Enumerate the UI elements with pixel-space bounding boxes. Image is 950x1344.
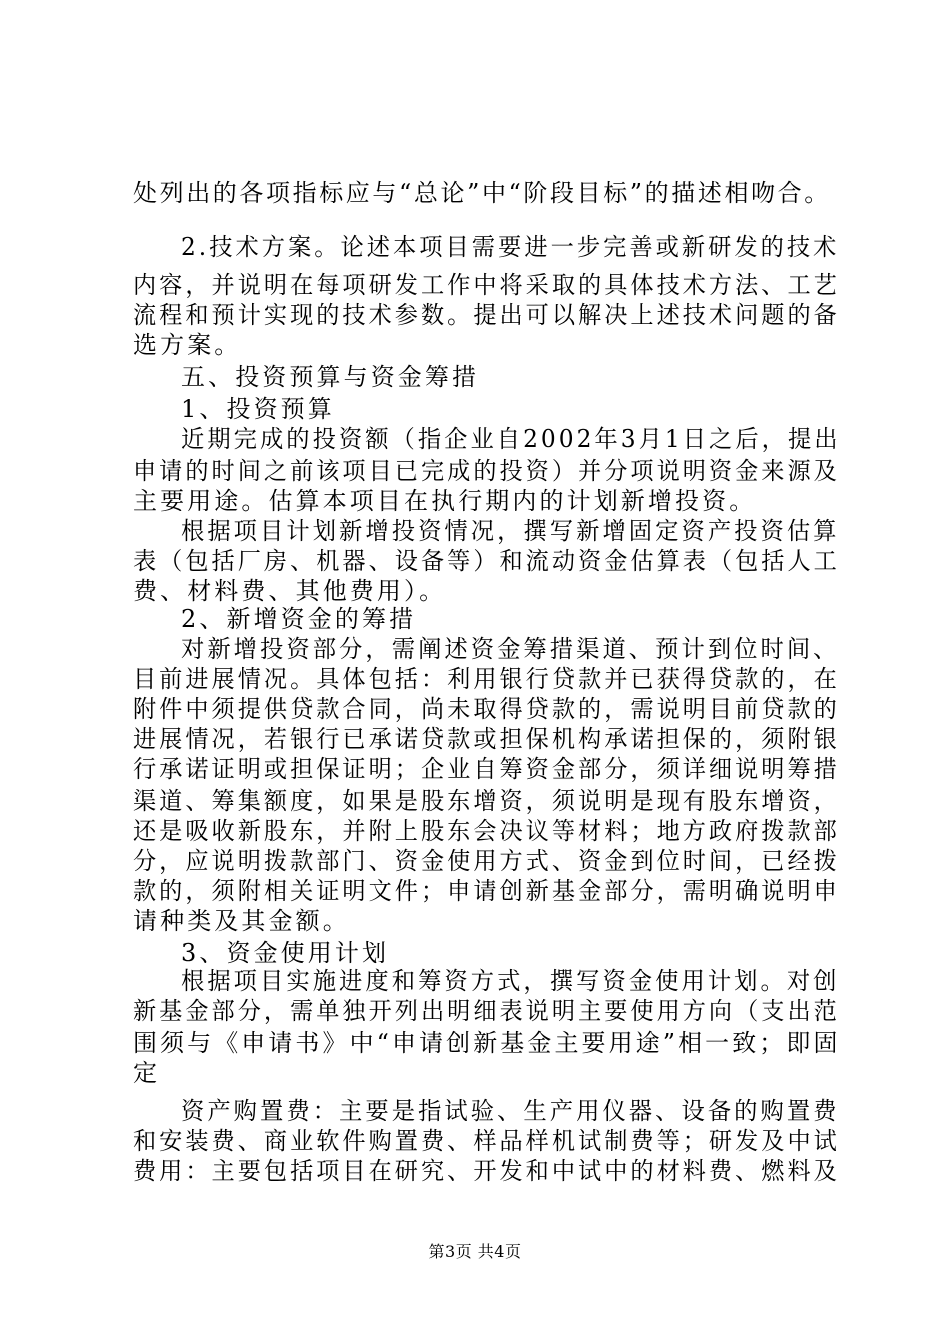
- subsection-heading: 1、投资预算: [181, 395, 335, 423]
- body-line: 附件中须提供贷款合同，尚未取得贷款的，需说明目前贷款的: [133, 695, 840, 723]
- subsection-heading: 3、资金使用计划: [181, 939, 390, 967]
- body-line: 进展情况，若银行已承诺贷款或担保机构承诺担保的，须附银: [133, 725, 840, 753]
- body-line: 目前进展情况。具体包括：利用银行贷款并已获得贷款的，在: [133, 665, 840, 693]
- body-line: 款的，须附相关证明文件；申请创新基金部分，需明确说明申: [133, 877, 840, 905]
- body-line: 行承诺证明或担保证明；企业自筹资金部分，须详细说明筹措: [133, 755, 840, 783]
- paragraph-line: 对新增投资部分，需阐述资金筹措渠道、预计到位时间、: [181, 635, 840, 663]
- body-line: 表（包括厂房、机器、设备等）和流动资金估算表（包括人工: [133, 547, 840, 575]
- body-line: 定: [133, 1059, 161, 1087]
- body-line: 流程和预计实现的技术参数。提出可以解决上述技术问题的备: [133, 301, 840, 329]
- body-line: 请种类及其金额。: [133, 907, 350, 935]
- body-line: 申请的时间之前该项目已完成的投资）并分项说明资金来源及: [133, 457, 840, 485]
- body-line: 分，应说明拨款部门、资金使用方式、资金到位时间，已经拨: [133, 847, 840, 875]
- body-line: 内容，并说明在每项研发工作中将采取的具体技术方法、工艺: [133, 271, 840, 299]
- body-line: 主要用途。估算本项目在执行期内的计划新增投资。: [133, 487, 757, 515]
- page-number-footer: 第3页 共4页: [428, 1242, 522, 1261]
- section-heading: 五、投资预算与资金筹措: [181, 363, 480, 391]
- body-line: 费用：主要包括项目在研究、开发和中试中的材料费、燃料及: [133, 1157, 840, 1185]
- paragraph-line: 根据项目实施进度和筹资方式，撰写资金使用计划。对创: [181, 967, 840, 995]
- body-line: 和安装费、商业软件购置费、样品样机试制费等；研发及中试: [133, 1127, 840, 1155]
- body-line: 处列出的各项指标应与“总论”中“阶段目标”的描述相吻合。: [133, 179, 831, 207]
- paragraph-line: 近期完成的投资额（指企业自2002年3月1日之后，提出: [181, 425, 841, 453]
- subsection-heading: 2、新增资金的筹措: [181, 605, 417, 633]
- body-line: 新基金部分，需单独开列出明细表说明主要使用方向（支出范: [133, 997, 840, 1025]
- paragraph-line: 根据项目计划新增投资情况，撰写新增固定资产投资估算: [181, 517, 840, 545]
- body-line: 费、材料费、其他费用）。: [133, 577, 447, 605]
- paragraph-line: 2.技术方案。论述本项目需要进一步完善或新研发的技术: [181, 233, 840, 261]
- body-line: 渠道、筹集额度，如果是股东增资，须说明是现有股东增资，: [133, 787, 840, 815]
- body-line: 围须与《申请书》中“申请创新基金主要用途”相一致；即固: [133, 1029, 841, 1057]
- body-line: 还是吸收新股东，并附上股东会决议等材料；地方政府拨款部: [133, 817, 840, 845]
- paragraph-line: 资产购置费：主要是指试验、生产用仪器、设备的购置费: [181, 1097, 840, 1125]
- body-line: 选方案。: [133, 331, 242, 359]
